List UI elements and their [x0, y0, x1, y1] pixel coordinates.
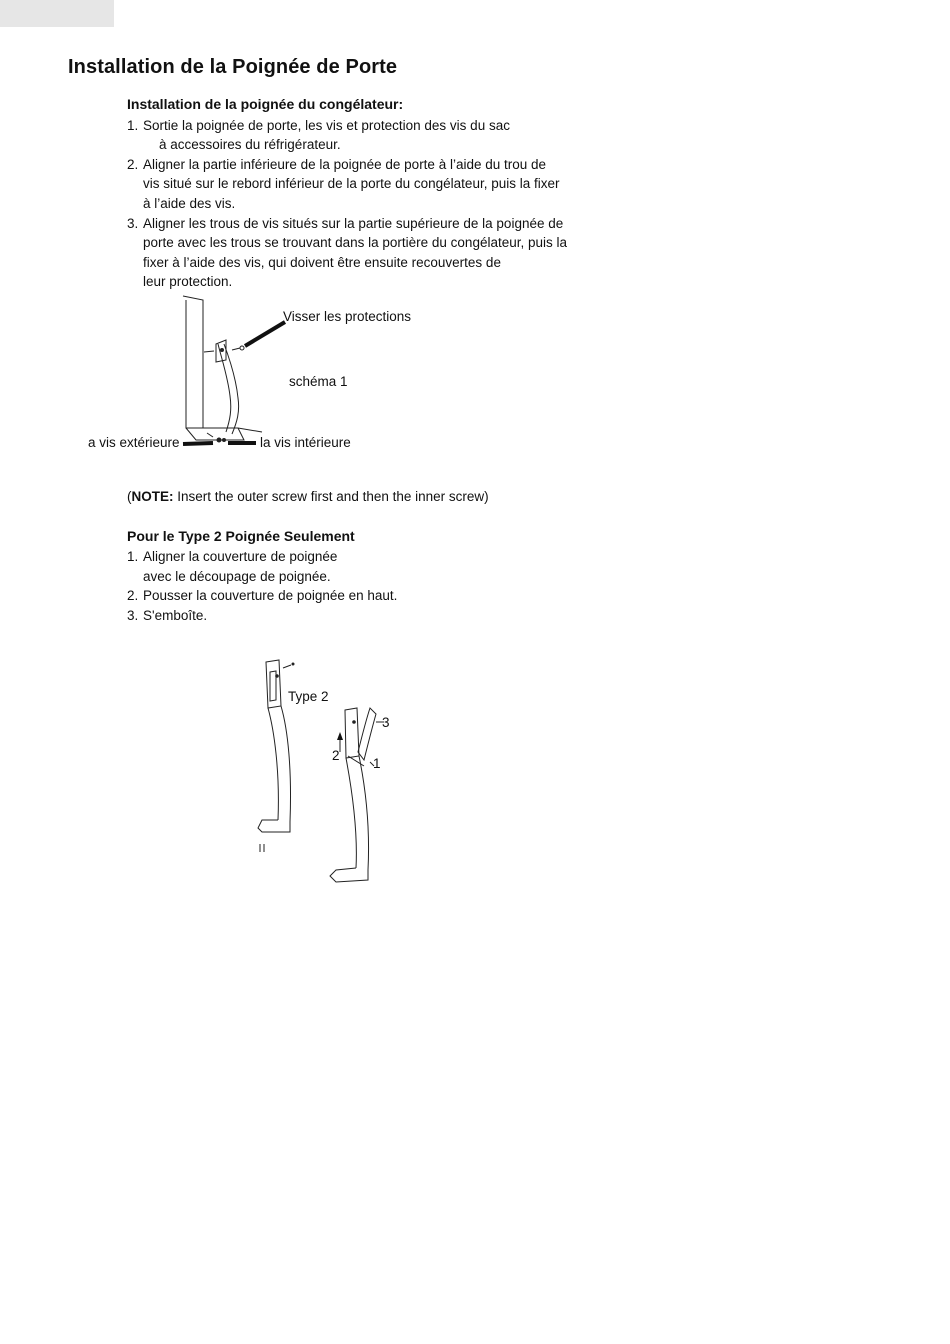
label-step-3: 3 — [382, 715, 390, 730]
type2-step-1: 1. Aligner la couverture de poignée — [127, 549, 338, 564]
type2-section-heading: Pour le Type 2 Poignée Seulement — [127, 528, 355, 544]
freezer-step-2: 2. Aligner la partie inférieure de la poignée de porte à l’aide du trou de — [127, 157, 547, 172]
freezer-step-3-cont: porte avec les trous se trouvant dans la portière du congélateur, puis la — [143, 235, 568, 250]
label-outer-screw: a vis extérieure — [88, 435, 180, 450]
freezer-step-1-cont: à accessoires du réfrigérateur. — [159, 137, 341, 152]
page-title: Installation de la Poignée de Porte — [68, 56, 398, 78]
freezer-step-1: 1. Sortie la poignée de porte, les vis et protection des vis du sac — [127, 118, 510, 133]
freezer-step-3-cont: leur protection. — [143, 274, 233, 289]
label-schema-1: schéma 1 — [289, 374, 348, 389]
note: (NOTE: Insert the outer screw first and then the inner screw) — [127, 489, 489, 504]
freezer-section-heading: Installation de la poignée du congélateur: — [127, 96, 404, 112]
freezer-step-3-cont: fixer à l’aide des vis, qui doivent être ensuite recouvertes de — [143, 255, 501, 270]
freezer-step-2-cont: à l’aide des vis. — [143, 196, 236, 211]
label-step-1: 1 — [373, 756, 381, 771]
freezer-step-2-cont: vis situé sur le rebord inférieur de la porte du congélateur, puis la fixer — [143, 176, 560, 191]
freezer-step-3: 3. Aligner les trous de vis situés sur la partie supérieure de la poignée de — [127, 216, 564, 231]
type2-step-1-cont: avec le découpage de poignée. — [143, 569, 331, 584]
type2-step-3: 3. S'emboîte. — [127, 608, 208, 623]
label-step-2: 2 — [332, 748, 340, 763]
label-screw-covers: Visser les protections — [283, 309, 412, 324]
label-inner-screw: la vis intérieure — [260, 435, 351, 450]
type2-step-2: 2. Pousser la couverture de poignée en haut. — [127, 588, 398, 603]
type2-handle-right — [330, 708, 376, 882]
label-type-2: Type 2 — [288, 689, 329, 704]
